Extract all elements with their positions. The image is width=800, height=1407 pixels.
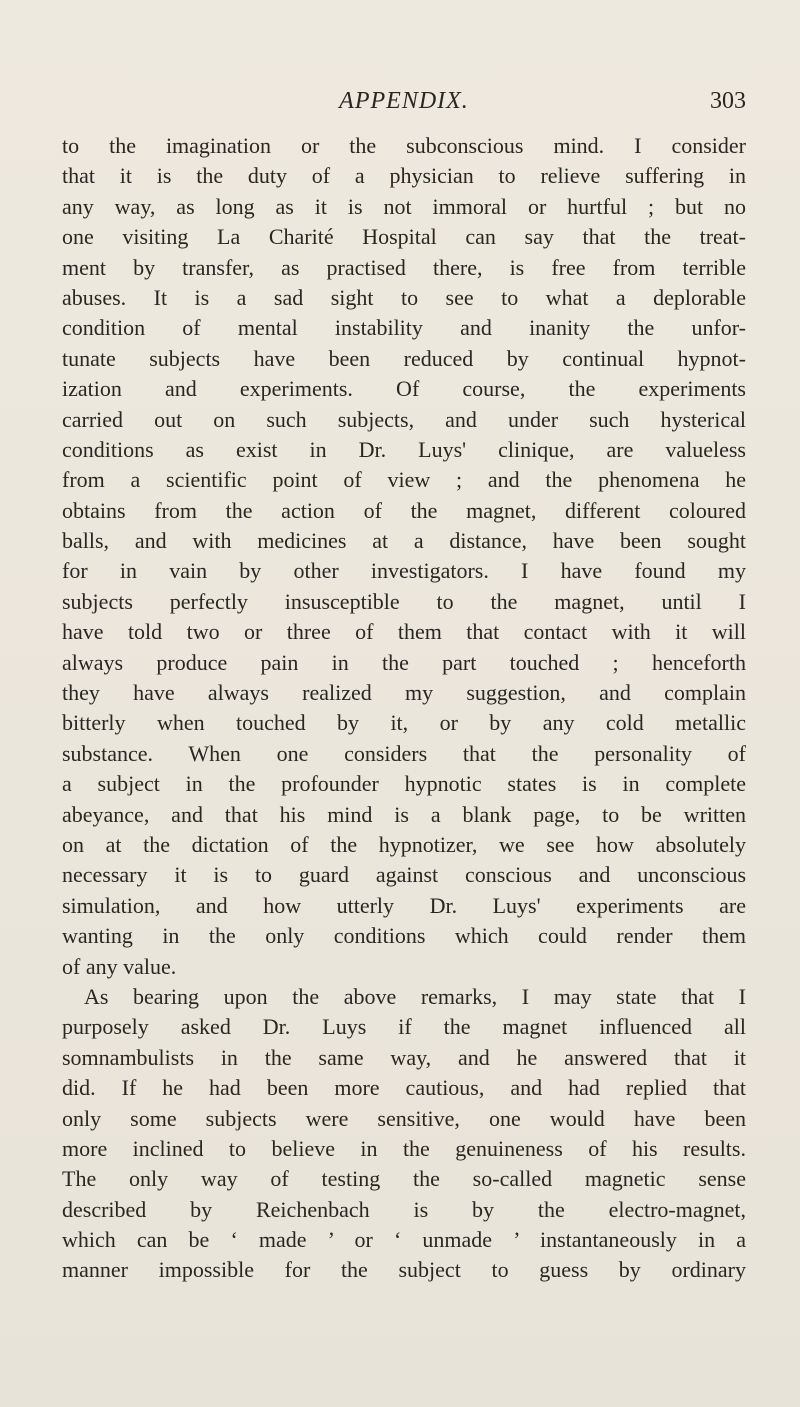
text-line: purposely asked Dr. Luys if the magnet influenced all	[62, 1014, 746, 1040]
text-line: subjects perfectly insusceptible to the magnet, until I	[62, 588, 746, 614]
text-line: bitterly when touched by it, or by any cold metallic	[62, 710, 746, 736]
text-line: somnambulists in the same way, and he answered that it	[62, 1044, 746, 1070]
text-line: abeyance, and that his mind is a blank page, to be written	[62, 801, 746, 827]
text-line-paragraph-end: of any value.	[62, 953, 177, 979]
text-line: more inclined to believe in the genuineness of his results.	[62, 1135, 746, 1161]
text-line: wanting in the only conditions which could render them	[62, 923, 746, 949]
running-title: APPENDIX.	[339, 88, 469, 114]
text-line: ization and experiments. Of course, the experiments	[62, 376, 746, 402]
text-line: for in vain by other investigators. I have found my	[62, 558, 746, 584]
text-line: manner impossible for the subject to guess by ordinary	[62, 1257, 746, 1283]
text-line: on at the dictation of the hypnotizer, we see how absolutely	[62, 831, 746, 857]
text-line: a subject in the profounder hypnotic states is in complete	[62, 771, 746, 797]
text-line: always produce pain in the part touched ; henceforth	[62, 649, 746, 675]
text-line: abuses. It is a sad sight to see to what a deplorable	[62, 284, 746, 310]
running-head	[62, 86, 746, 126]
body-text	[62, 131, 746, 1286]
text-line: only some subjects were sensitive, one would have been	[62, 1105, 746, 1131]
text-line: from a scientific point of view ; and the phenomena he	[62, 467, 746, 493]
text-line: they have always realized my suggestion, and complain	[62, 680, 746, 706]
text-line: that it is the duty of a physician to relieve suffering in	[62, 163, 746, 189]
text-line: one visiting La Charité Hospital can say that the treat-	[62, 224, 746, 250]
text-line: necessary it is to guard against conscious and unconscious	[62, 862, 746, 888]
page-number: 303	[710, 88, 746, 114]
text-line: balls, and with medicines at a distance, have been sought	[62, 528, 746, 554]
text-line: The only way of testing the so-called magnetic sense	[62, 1166, 746, 1192]
text-line: any way, as long as it is not immoral or hurtful ; but no	[62, 193, 746, 219]
text-line: described by Reichenbach is by the electro-magnet,	[62, 1196, 746, 1222]
text-line: which can be ‘ made ’ or ‘ unmade ’ instantaneously in a	[62, 1227, 746, 1253]
text-line: did. If he had been more cautious, and had replied that	[62, 1075, 746, 1101]
text-line: obtains from the action of the magnet, different coloured	[62, 497, 746, 523]
text-line: conditions as exist in Dr. Luys' clinique, are valueless	[62, 436, 746, 462]
text-line: tunate subjects have been reduced by continual hypnot-	[62, 345, 746, 371]
text-line: carried out on such subjects, and under such hysterical	[62, 406, 746, 432]
text-line: substance. When one considers that the personality of	[62, 740, 746, 766]
text-line: have told two or three of them that contact with it will	[62, 619, 746, 645]
text-line-paragraph-start: As bearing upon the above remarks, I may state that I	[84, 983, 746, 1009]
text-line: condition of mental instability and inanity the unfor-	[62, 315, 746, 341]
text-line: to the imagination or the subconscious mind. I consider	[62, 133, 746, 158]
text-line: simulation, and how utterly Dr. Luys' experiments are	[62, 892, 746, 918]
text-line: ment by transfer, as practised there, is free from terrible	[62, 254, 746, 280]
